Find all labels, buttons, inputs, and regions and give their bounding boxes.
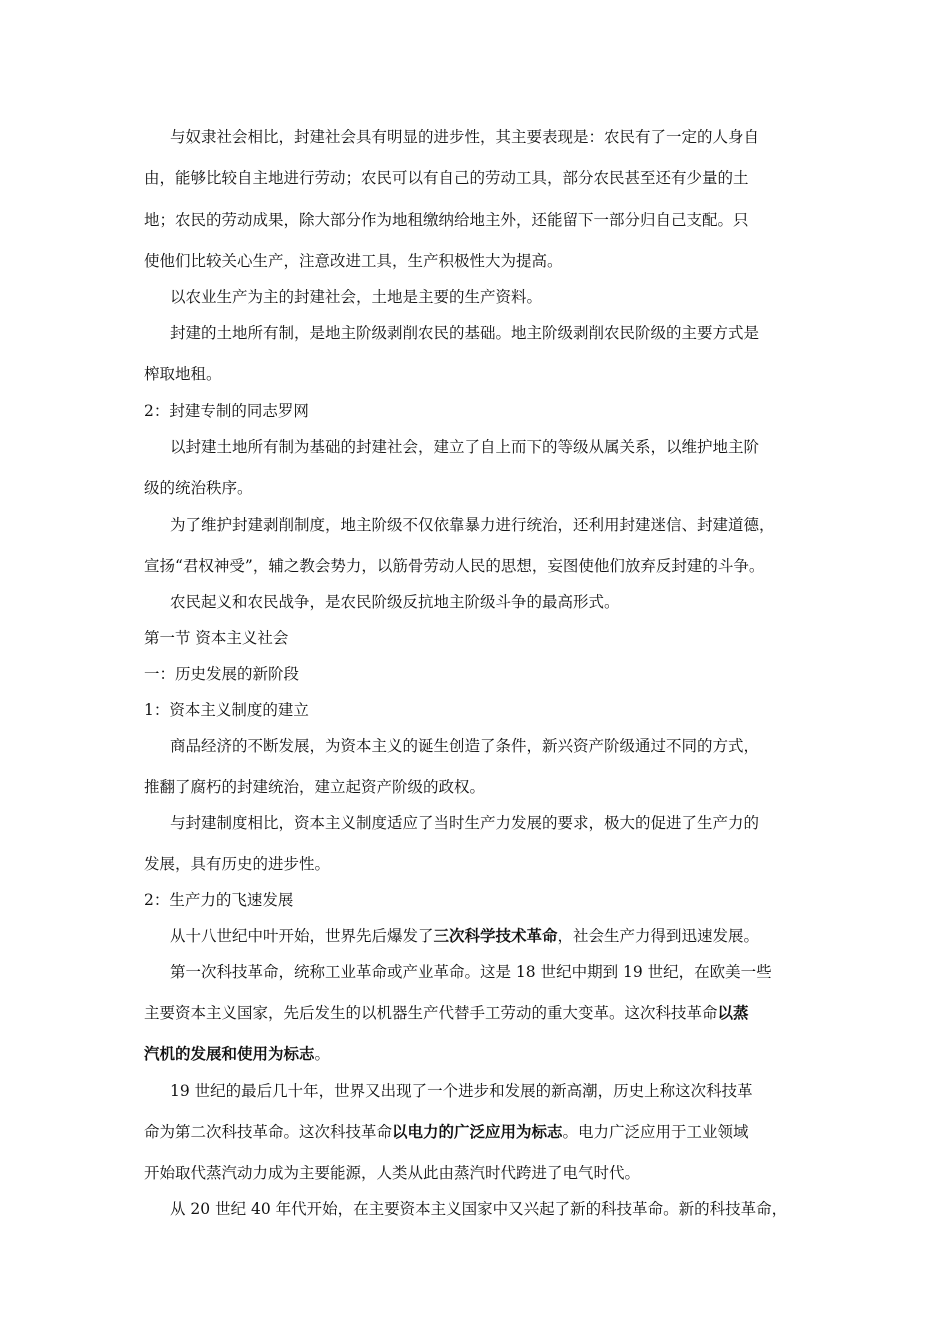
bold-term: 以蒸 bbox=[717, 1004, 749, 1022]
paragraph-line: 以农业生产为主的封建社会，土地是主要的生产资料。 bbox=[170, 288, 543, 306]
subsection-heading: 1：资本主义制度的建立 bbox=[144, 701, 309, 719]
paragraph-line: 19 世纪的最后几十年，世界又出现了一个进步和发展的新高潮，历史上称这次科技革 bbox=[170, 1082, 753, 1100]
paragraph-line: 第一次科技革命，统称工业革命或产业革命。这是 18 世纪中期到 19 世纪，在欧美一些 bbox=[170, 963, 772, 981]
paragraph-line: 商品经济的不断发展，为资本主义的诞生创造了条件，新兴资产阶级通过不同的方式， bbox=[170, 737, 760, 755]
bold-term: 以电力的广泛应用为标志 bbox=[392, 1123, 563, 1141]
paragraph-line: 从 20 世纪 40 年代开始，在主要资本主义国家中又兴起了新的科技革命。新的科技革命， bbox=[170, 1200, 788, 1218]
paragraph-line: 开始取代蒸汽动力成为主要能源，人类从此由蒸汽时代跨进了电气时代。 bbox=[144, 1164, 641, 1182]
text-segment: 命为第二次科技革命。这次科技革命 bbox=[144, 1123, 393, 1141]
paragraph-line: 宣扬“君权神受”，辅之教会势力，以筋骨劳动人民的思想，妄图使他们放弃反封建的斗争。 bbox=[144, 557, 765, 575]
text-segment: 从十八世纪中叶开始，世界先后爆发了 bbox=[170, 927, 434, 945]
text-segment: 。电力广泛应用于工业领域 bbox=[562, 1123, 749, 1141]
paragraph-line: 由，能够比较自主地进行劳动；农民可以有自己的劳动工具，部分农民甚至还有少量的土 bbox=[144, 169, 749, 187]
paragraph-line: 与封建制度相比，资本主义制度适应了当时生产力发展的要求，极大的促进了生产力的 bbox=[170, 814, 760, 832]
text-segment: ，社会生产力得到迅速发展。 bbox=[557, 927, 760, 945]
paragraph-line bbox=[144, 1044, 330, 1064]
paragraph-line: 榨取地租。 bbox=[144, 365, 222, 383]
paragraph-line: 地；农民的劳动成果，除大部分作为地租缴纳给地主外，还能留下一部分归自己支配。只 bbox=[144, 211, 749, 229]
paragraph-line: 农民起义和农民战争，是农民阶级反抗地主阶级斗争的最高形式。 bbox=[170, 593, 620, 611]
paragraph-line: 以封建土地所有制为基础的封建社会，建立了自上而下的等级从属关系，以维护地主阶 bbox=[170, 438, 760, 456]
section-heading: 一：历史发展的新阶段 bbox=[144, 665, 300, 683]
paragraph-line: 级的统治秩序。 bbox=[144, 479, 253, 497]
paragraph-line: 为了维护封建剥削制度，地主阶级不仅依靠暴力进行统治，还利用封建迷信、封建道德， bbox=[170, 516, 775, 534]
paragraph-line bbox=[144, 1003, 749, 1023]
subsection-heading: 2：生产力的飞速发展 bbox=[144, 891, 294, 909]
section-heading: 2：封建专制的同志罗网 bbox=[144, 402, 309, 420]
bold-term: 三次科学技术革命 bbox=[433, 927, 558, 945]
chapter-heading: 第一节 资本主义社会 bbox=[144, 629, 289, 647]
paragraph-line: 封建的土地所有制，是地主阶级剥削农民的基础。地主阶级剥削农民阶级的主要方式是 bbox=[170, 324, 760, 342]
text-segment: 。 bbox=[314, 1045, 331, 1063]
paragraph-line: 推翻了腐朽的封建统治，建立起资产阶级的政权。 bbox=[144, 778, 486, 796]
paragraph-line bbox=[144, 1122, 749, 1142]
paragraph-line: 发展，具有历史的进步性。 bbox=[144, 855, 331, 873]
bold-term: 汽机的发展和使用为标志 bbox=[144, 1045, 315, 1063]
paragraph-line: 使他们比较关心生产，注意改进工具，生产积极性大为提高。 bbox=[144, 252, 563, 270]
text-segment: 主要资本主义国家，先后发生的以机器生产代替手工劳动的重大变革。这次科技革命 bbox=[144, 1004, 718, 1022]
paragraph-line bbox=[170, 926, 759, 946]
paragraph-line: 与奴隶社会相比，封建社会具有明显的进步性，其主要表现是：农民有了一定的人身自 bbox=[170, 128, 760, 146]
